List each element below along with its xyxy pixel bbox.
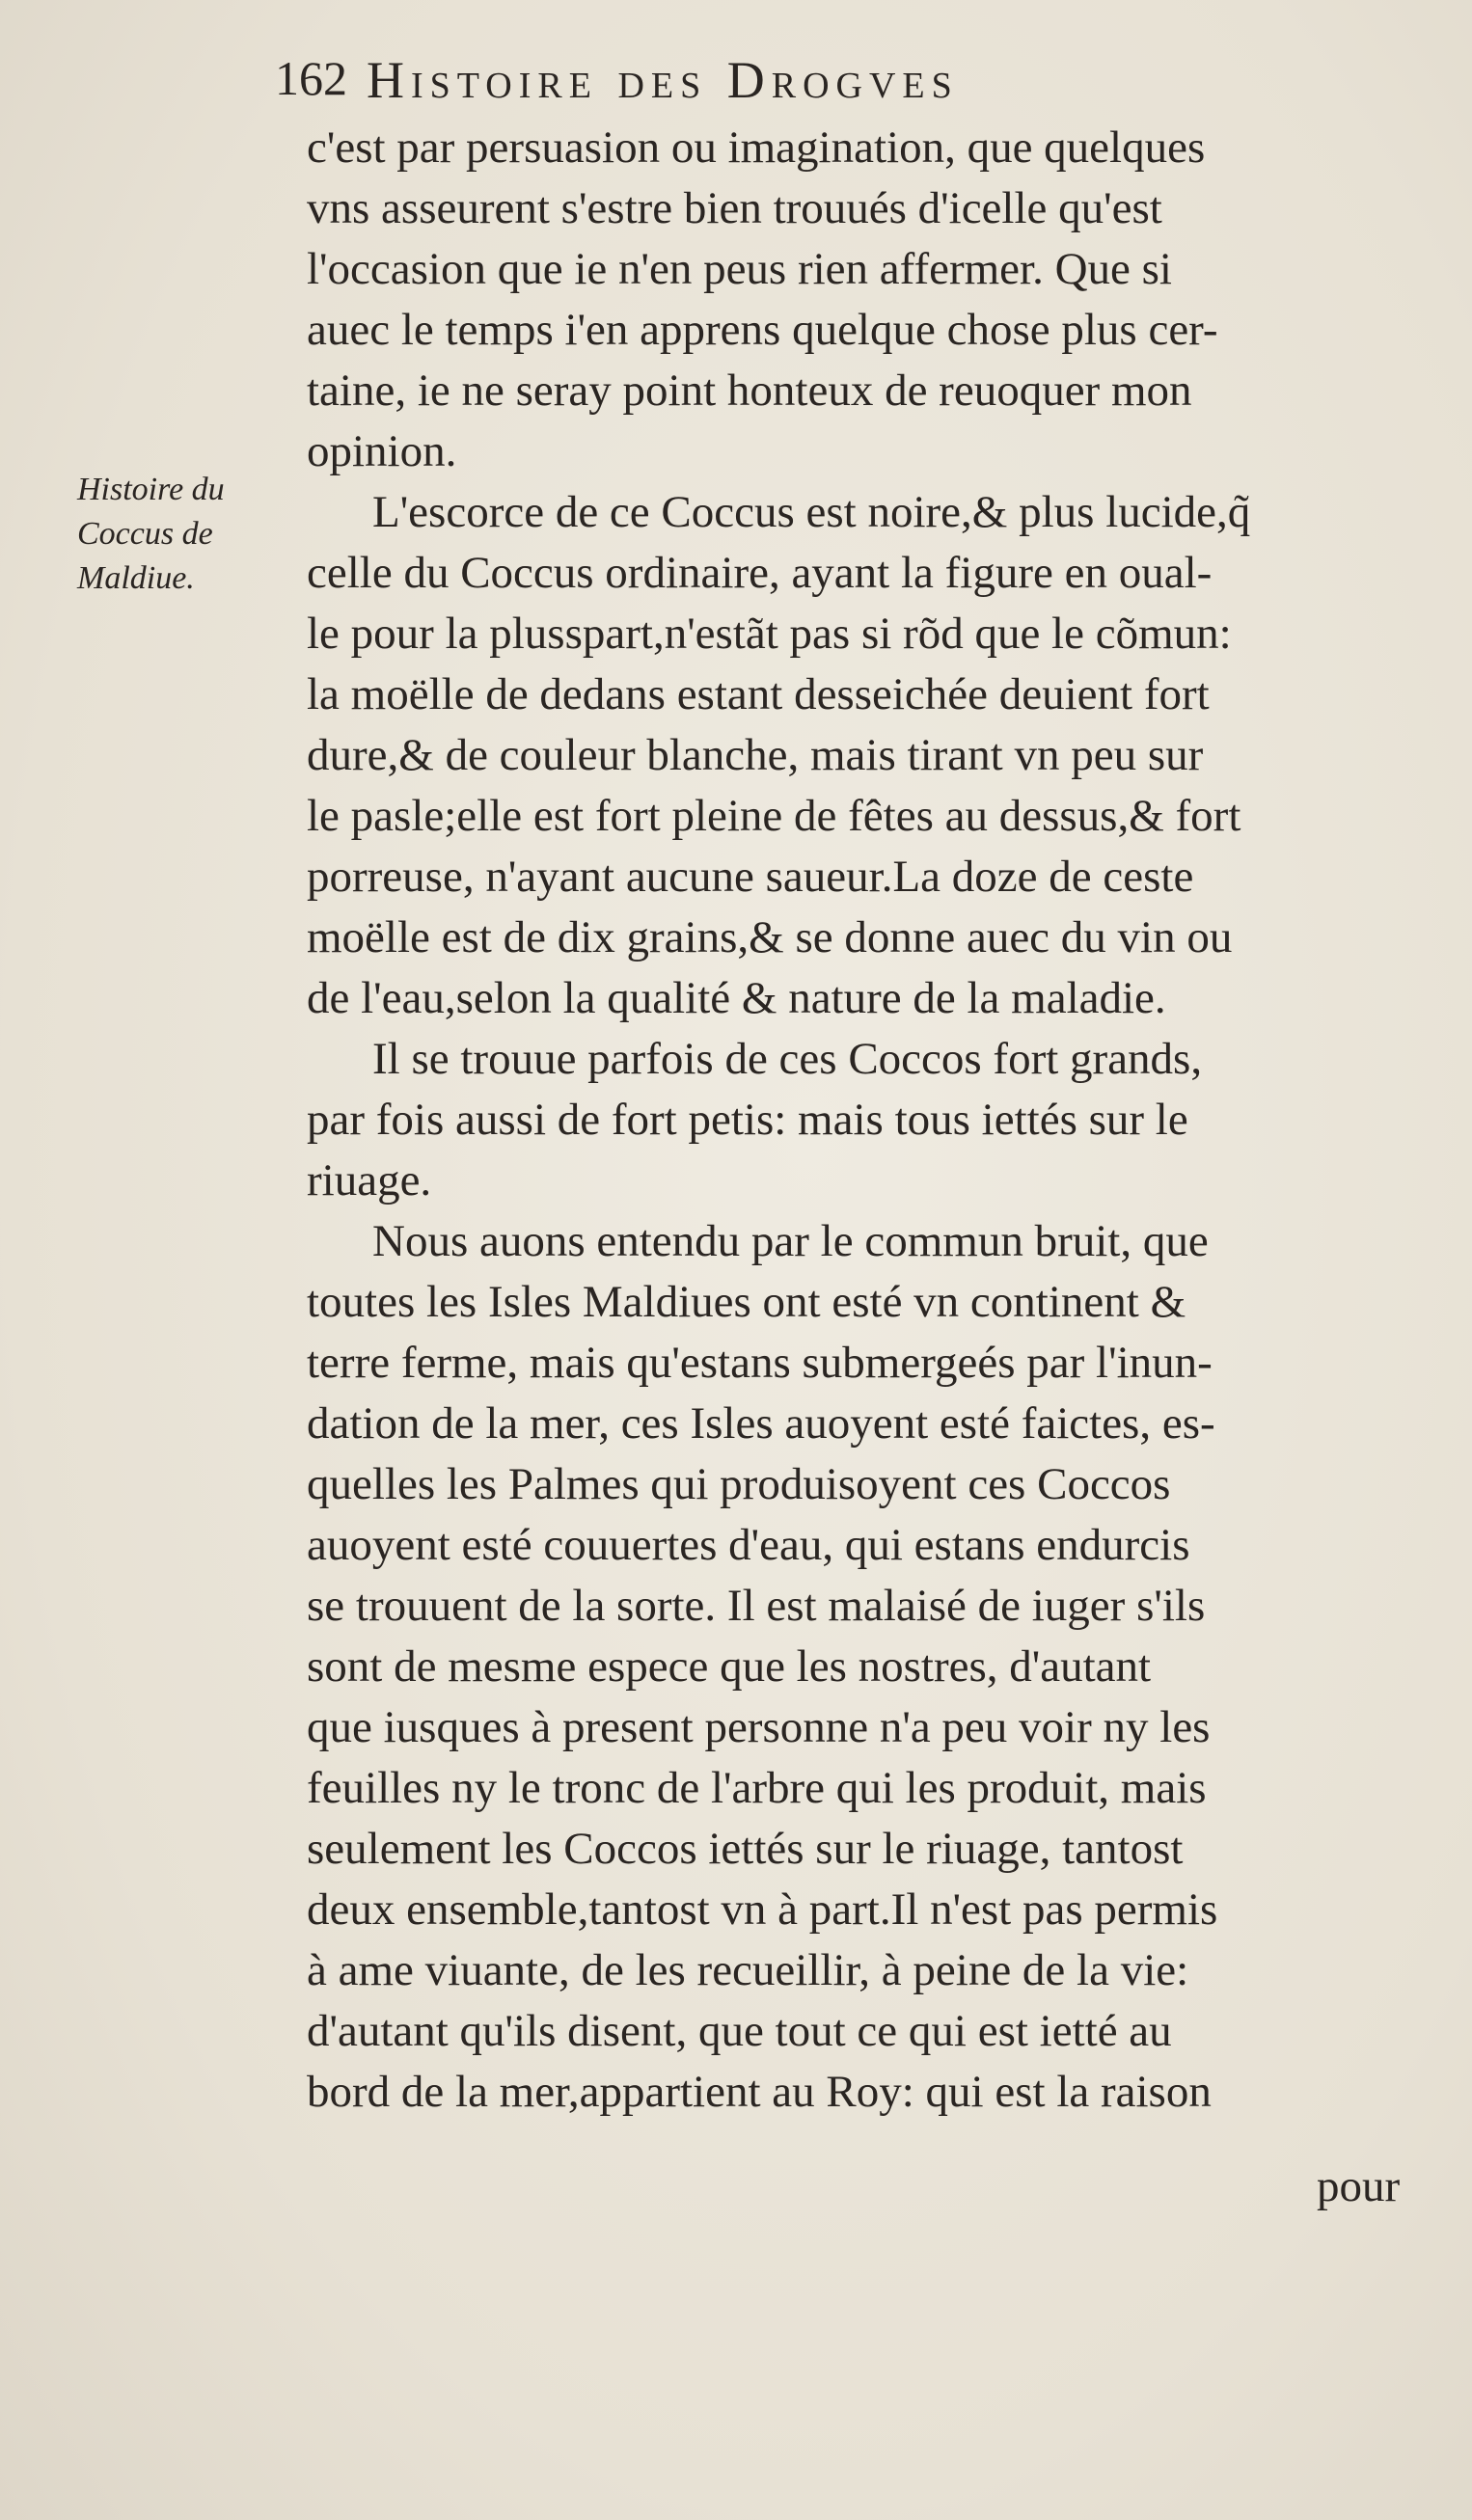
paragraph	[307, 1211, 1440, 2123]
text-line: le pasle;elle est fort pleine de fêtes au dessus,& fort	[307, 791, 1241, 841]
text-line: que iusques à present personne n'a peu voir ny les	[307, 1702, 1211, 1752]
text-line: de l'eau,selon la qualité & nature de la maladie.	[307, 973, 1166, 1023]
catchword: pour	[1317, 2161, 1401, 2211]
text-line: auoyent esté couuertes d'eau, qui estans endurcis	[307, 1520, 1190, 1570]
margin-note-line: Histoire du	[77, 472, 225, 507]
text-line: à ame viuante, de les recueillir, à peine de la vie:	[307, 1945, 1189, 1995]
paragraph	[307, 482, 1440, 1029]
text-line: moëlle est de dix grains,& se donne auec du vin ou	[307, 912, 1233, 962]
text-line: porreuse, n'ayant aucune saueur.La doze de ceste	[307, 852, 1194, 902]
margin-note-line: Coccus de	[77, 516, 213, 552]
running-head	[275, 50, 1432, 118]
text-line: dation de la mer, ces Isles auoyent esté faictes, es-	[307, 1398, 1215, 1449]
text-line: terre ferme, mais qu'estans submergeés par l'inun-	[307, 1338, 1213, 1388]
text-line: toutes les Isles Maldiues ont esté vn continent &	[307, 1277, 1186, 1327]
running-title: Histoire des Drogves	[367, 51, 959, 109]
text-line: L'escorce de ce Coccus est noire,& plus lucide,q̃	[372, 487, 1251, 537]
margin-note-line: Maldiue.	[77, 560, 195, 596]
text-line: celle du Coccus ordinaire, ayant la figure en oual-	[307, 548, 1213, 598]
paragraph	[307, 1029, 1440, 1211]
text-line: opinion.	[307, 426, 457, 476]
text-line: feuilles ny le tronc de l'arbre qui les produit, mais	[307, 1763, 1207, 1813]
text-line: l'occasion que ie n'en peus rien affermer. Que si	[307, 244, 1172, 294]
page-number: 162	[275, 51, 347, 105]
text-line: bord de la mer,appartient au Roy: qui est la raison	[307, 2067, 1212, 2117]
text-line: seulement les Coccos iettés sur le riuage, tantost	[307, 1824, 1184, 1874]
text-line: quelles les Palmes qui produisoyent ces Coccos	[307, 1459, 1171, 1509]
text-line: le pour la plusspart,n'estãt pas si rõd que le cõmun:	[307, 609, 1232, 659]
text-line: se trouuent de la sorte. Il est malaisé de iuger s'ils	[307, 1581, 1206, 1631]
paragraph	[307, 118, 1440, 482]
text-line: d'autant qu'ils disent, que tout ce qui est ietté au	[307, 2006, 1172, 2056]
text-line: taine, ie ne seray point honteux de reuoquer mon	[307, 366, 1192, 416]
text-line: riuage.	[307, 1155, 432, 1206]
text-line: dure,& de couleur blanche, mais tirant vn peu sur	[307, 730, 1204, 780]
body-text	[307, 118, 1440, 2123]
text-line: c'est par persuasion ou imagination, que quelques	[307, 122, 1206, 173]
text-line: par fois aussi de fort petis: mais tous iettés sur le	[307, 1095, 1188, 1145]
text-line: Nous auons entendu par le commun bruit, que	[372, 1216, 1209, 1266]
text-line: Il se trouue parfois de ces Coccos fort grands,	[372, 1034, 1203, 1084]
text-line: deux ensemble,tantost vn à part.Il n'est pas permis	[307, 1884, 1218, 1935]
text-line: vns asseurent s'estre bien trouués d'icelle qu'est	[307, 183, 1162, 233]
margin-note	[77, 468, 270, 601]
text-line: auec le temps i'en apprens quelque chose plus cer-	[307, 305, 1218, 355]
text-line: sont de mesme espece que les nostres, d'autant	[307, 1641, 1152, 1692]
text-line: la moëlle de dedans estant desseichée deuient fort	[307, 669, 1210, 719]
